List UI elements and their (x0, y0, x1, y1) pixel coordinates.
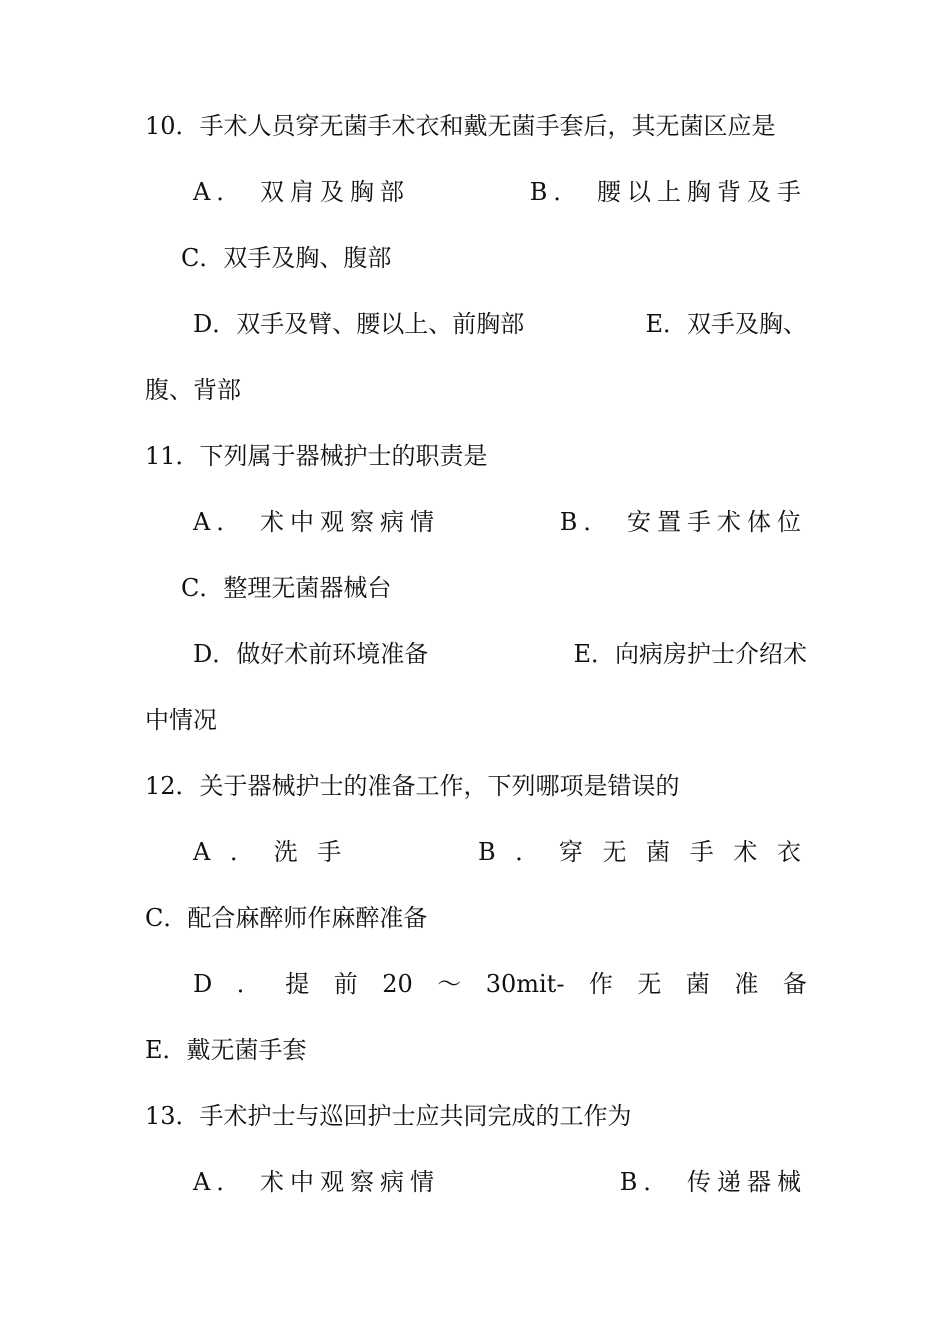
question-12-option-d-part: 20 (382, 970, 413, 998)
question-13-option-b: B． 传递器械 (619, 1168, 807, 1196)
question-12-option-d-part: 菌 (685, 970, 710, 998)
question-12-option-d-part: ． (236, 970, 261, 998)
question-12-option-d-part: 备 (782, 970, 807, 998)
question-10-option-b: B． 腰以上胸背及手 (529, 178, 807, 206)
question-12-option-a: A ． 洗 手 (193, 838, 348, 866)
question-12-option-d-part: 准 (734, 970, 759, 998)
question-13-option-a: A． 术中观察病情 (193, 1168, 440, 1196)
question-12-option-d-part: 30mit- (485, 970, 565, 998)
question-11-option-b: B． 安置手术体位 (559, 508, 807, 536)
question-12-option-d-part: 提 (285, 970, 310, 998)
question-12-option-d-part: 无 (637, 970, 662, 998)
question-12-stem: 12．关于器械护士的准备工作，下列哪项是错误的 (145, 772, 680, 800)
question-12-option-d-part: 前 (333, 970, 358, 998)
question-11-stem: 11．下列属于器械护士的职责是 (145, 442, 488, 470)
question-10-options-ab (193, 176, 807, 208)
question-11-option-e-head: E．向病房护士介绍术 (573, 640, 807, 668)
question-12-option-d (193, 968, 807, 1000)
question-10-option-d: D．双手及臂、腰以上、前胸部 (193, 310, 525, 338)
question-10-option-e-head: E．双手及胸、 (645, 310, 807, 338)
question-10-option-a: A． 双肩及胸部 (193, 178, 410, 206)
question-10-options-de (193, 308, 807, 340)
question-10-option-c: C．双手及胸、腹部 (181, 244, 392, 272)
question-12-option-e: E．戴无菌手套 (145, 1036, 307, 1064)
question-12-option-d-part: ～ (437, 970, 462, 998)
question-11-option-a: A． 术中观察病情 (193, 508, 440, 536)
question-12-option-d-part: D (193, 970, 213, 998)
question-10-stem: 10．手术人员穿无菌手术衣和戴无菌手套后，其无菌区应是 (145, 112, 776, 140)
question-12-option-b: B ． 穿 无 菌 手 术 衣 (477, 838, 807, 866)
question-11-option-d: D．做好术前环境准备 (193, 640, 429, 668)
question-12-option-d-part: 作 (588, 970, 613, 998)
question-11-options-de (193, 638, 807, 670)
question-13-stem: 13．手术护士与巡回护士应共同完成的工作为 (145, 1102, 632, 1130)
question-10-option-e-tail: 腹、背部 (145, 376, 241, 404)
question-11-option-e-tail: 中情况 (145, 706, 217, 734)
question-13-options-ab (193, 1166, 807, 1198)
question-11-option-c: C．整理无菌器械台 (181, 574, 392, 602)
question-12-options-ab (193, 836, 807, 868)
question-11-options-ab (193, 506, 807, 538)
question-12-option-c: C．配合麻醉师作麻醉准备 (145, 904, 428, 932)
